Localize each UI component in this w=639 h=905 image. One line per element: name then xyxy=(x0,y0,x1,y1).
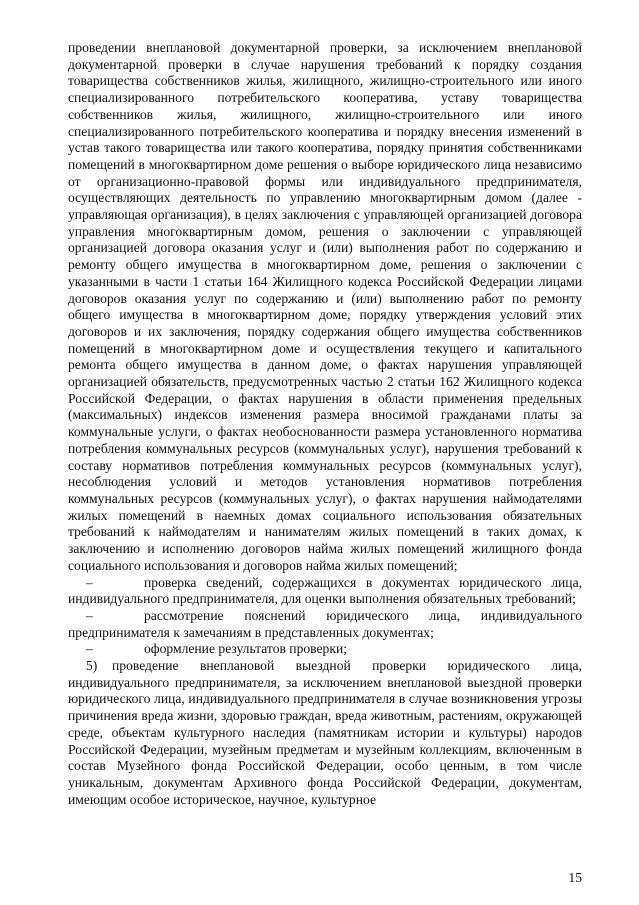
dash-marker: – xyxy=(86,574,93,590)
list-item-text: оформление результатов проверки; xyxy=(144,641,347,657)
numbered-item-text: проведение внеплановой выездной проверки юридического лица, индивидуального предпринимателя, за исключением внеплановой выездной проверки юридического лица, индивидуального предпринимателя в случае возникновения угрозы причинения вреда жизни, здоровью граждан, вреда животным, растениям, окружающей среде, объектам культурного наследия (памятникам истории и культуры) народов Российской Федерации, музейным предметам и музейным коллекциям, включенным в состав Музейного фонда Российской Федерации, особо ценным, в том числе уникальным, документам Архивного фонда Российской Федерации, документам, имеющим особое историческое, научное, культурное xyxy=(68,658,582,807)
item-number: 5) xyxy=(86,658,98,674)
page-number: 15 xyxy=(568,870,582,885)
list-item xyxy=(68,608,582,641)
numbered-item xyxy=(68,658,582,808)
list-item xyxy=(68,641,582,658)
dash-marker: – xyxy=(86,641,93,657)
document-page xyxy=(68,40,582,808)
list-item xyxy=(68,575,582,608)
list-item-text: проверка сведений, содержащихся в документах юридического лица, индивидуального предпринимателя, для оценки выполнения обязательных требований; xyxy=(68,574,582,607)
continuation-paragraph: проведении внеплановой документарной проверки, за исключением внеплановой документарной проверки в случае нарушения требований к порядку создания товарищества собственников жилья, жилищного, жилищно-строительного или иного специализированного потребительского кооператива, уставу товарищества собственников жилья, жилищного, жилищно-строительного или иного специализированного потребительского кооператива и порядку внесения изменений в устав такого товарищества или такого кооператива, порядку принятия собственниками помещений в многоквартирном доме решения о выборе юридического лица независимо от организационно-правовой формы или индивидуального предпринимателя, осуществляющих деятельность по управлению многоквартирным домом (далее - управляющая организация), в целях заключения с управляющей организацией договора управления многоквартирным домом, решения о заключении с управляющей организацией договора оказания услуг и (или) выполнения работ по содержанию и ремонту общего имущества в многоквартирном доме, решения о заключении с указанными в части 1 статьи 164 Жилищного кодекса Российской Федерации лицами договоров оказания услуг по содержанию и (или) выполнению работ по ремонту общего имущества в многоквартирном доме, порядку утверждения условий этих договоров и их заключения, порядку содержания общего имущества собственников помещений в многоквартирном доме и осуществления текущего и капитального ремонта общего имущества в данном доме, о фактах нарушения управляющей организацией обязательств, предусмотренных частью 2 статьи 162 Жилищного кодекса Российской Федерации, о фактах нарушения в области применения предельных (максимальных) индексов изменения размера вносимой гражданами платы за коммунальные услуги, о фактах необоснованности размера установленного норматива потребления коммунальных ресурсов (коммунальных услуг), нарушения требований к составу нормативов потребления коммунальных ресурсов (коммунальных услуг), несоблюдения условий и методов установления нормативов потребления коммунальных ресурсов (коммунальных услуг), о фактах нарушения наймодателями жилых помещений в наемных домах социального использования обязательных требований к наймодателям и нанимателям жилых помещений в таких домах, к заключению и исполнению договоров найма жилых помещений жилищного фонда социального использования и договоров найма жилых помещений; xyxy=(68,40,582,573)
list-item-text: рассмотрение пояснений юридического лица, индивидуального предпринимателя к замечаниям в представленных документах; xyxy=(68,607,582,640)
dash-marker: – xyxy=(86,607,93,623)
